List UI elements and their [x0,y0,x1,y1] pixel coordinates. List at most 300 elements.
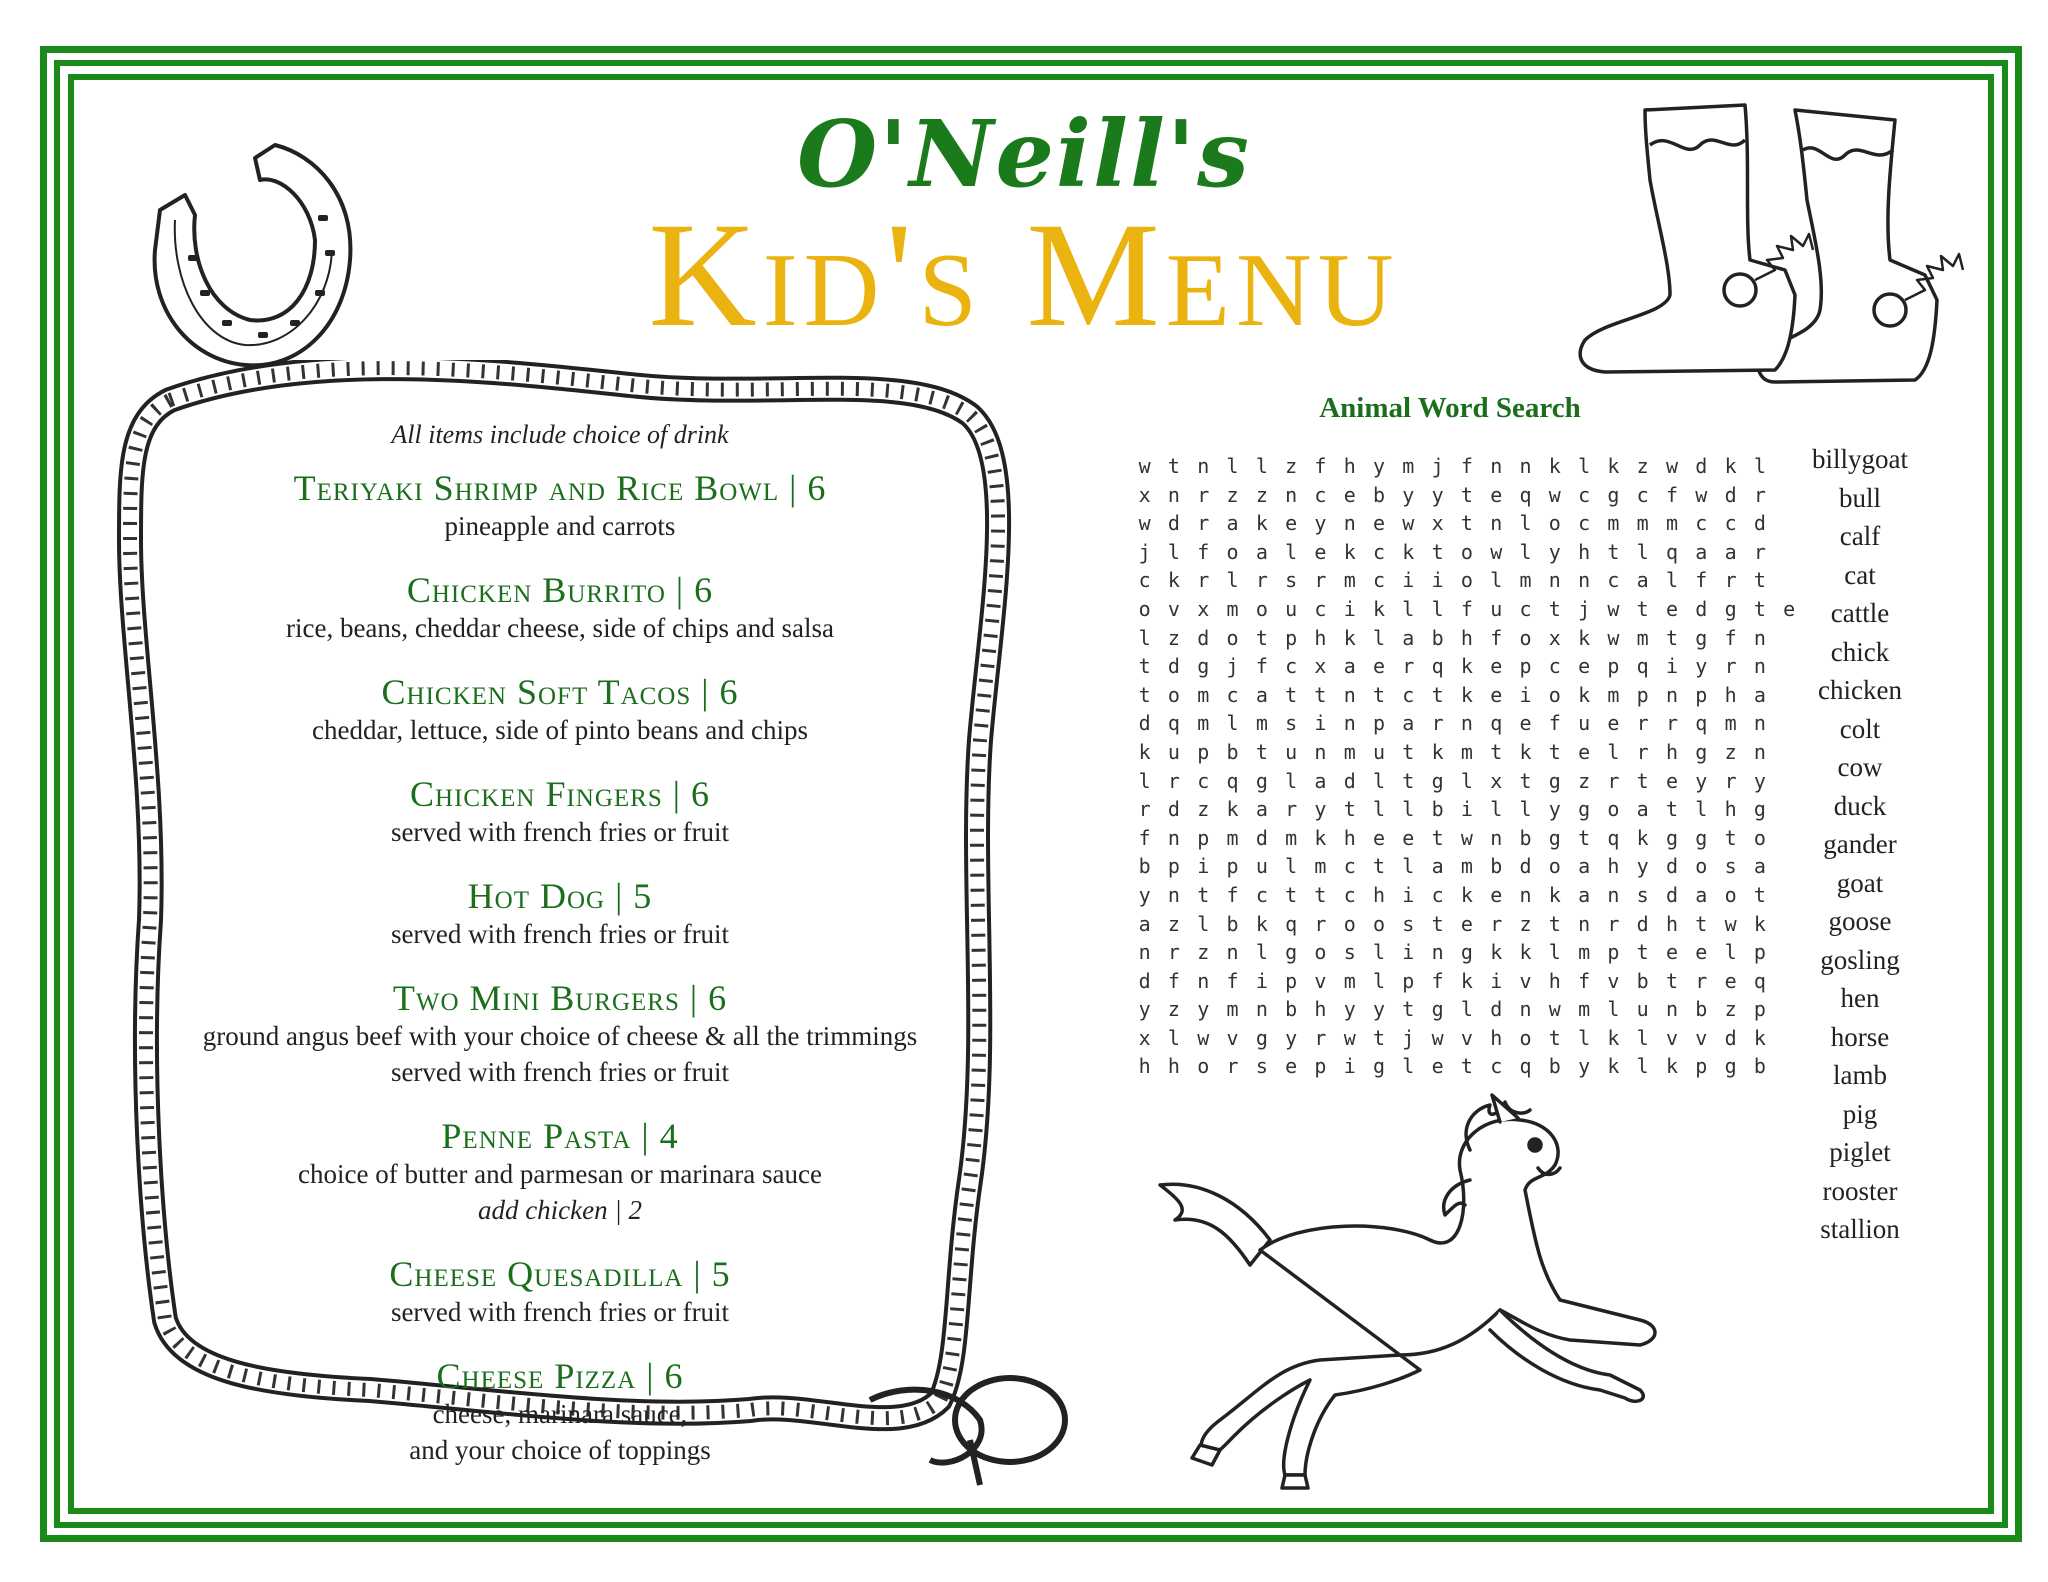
word-search-letter: p [1519,654,1532,679]
word-search-letter: e [1490,882,1503,907]
word-search-letter: o [1519,1025,1532,1050]
word-search-letter: g [1197,654,1210,679]
word-search-letter: t [1431,825,1444,850]
word-search-letter: y [1373,997,1386,1022]
word-search-letter: r [1197,511,1210,536]
word-search-letter: e [1578,739,1591,764]
word-search-letter: p [1607,654,1620,679]
word-search-letter: b [1431,797,1444,822]
word-search-letter: c [1285,654,1298,679]
word-search-letter: n [1197,968,1210,993]
word-search-letter: d [1724,482,1737,507]
word-search-letter: l [1636,539,1649,564]
word-search-letter: d [1138,711,1151,736]
word-search-letter: g [1724,596,1737,621]
word-search-letter: q [1226,768,1239,793]
word-search-letter: b [1519,825,1532,850]
word-search-letter: b [1636,968,1649,993]
word-search-letter: n [1753,625,1766,650]
word-search-letter: r [1665,711,1679,736]
word-search-letter: h [1548,968,1561,993]
word-search-letter: t [1490,739,1503,764]
word-search-letter: k [1460,968,1473,993]
word-search-letter: l [1636,1054,1649,1079]
word-search-letter: r [1724,654,1737,679]
word-search-letter: a [1578,882,1591,907]
word-search-letter: o [1343,911,1356,936]
word-search-letter: e [1373,511,1386,536]
word-search-letter: d [1490,997,1503,1022]
word-search-letter: f [1314,454,1327,478]
word-search-letter: k [1519,739,1532,764]
word-search-letter: w [1197,1025,1210,1050]
word-search-letter: f [1460,454,1473,478]
word-search-letter: o [1373,911,1386,936]
word-search-letter: k [1460,882,1473,907]
word-search-letter: e [1460,911,1473,936]
word-search-letter: k [1343,625,1356,650]
word-search-letter: w [1548,482,1561,507]
word-search-letter: g [1695,625,1708,650]
word-search-letter: t [1665,625,1679,650]
word-search-letter: y [1197,997,1210,1022]
word-search-letter: w [1343,1025,1356,1050]
word-search-word: hen [1840,983,1880,1013]
word-search-letter: p [1695,1054,1708,1079]
item-name: Chicken Burrito | 6 [406,570,714,610]
word-search-letter: k [1460,654,1473,679]
word-search-letter: t [1636,596,1649,621]
word-search-letter: j [1431,454,1444,478]
word-search-letter: b [1753,1054,1766,1079]
word-search-letter: n [1490,511,1503,536]
word-search-letter: c [1343,882,1356,907]
word-search-row [1130,767,1804,796]
word-search-letter: l [1636,1025,1649,1050]
word-search-letter: a [1138,911,1151,936]
word-search-letter: z [1197,797,1210,822]
word-search-letter: y [1314,797,1327,822]
word-search-letter: z [1519,911,1532,936]
word-search-row [1130,852,1804,881]
word-search-letter: t [1460,511,1473,536]
word-search-letter: c [1138,568,1151,593]
word-search-letter: k [1373,596,1386,621]
word-search-letter: e [1343,482,1356,507]
word-search-letter: b [1490,854,1503,879]
word-search-letter: o [1197,1054,1210,1079]
word-search-letter: e [1373,654,1386,679]
word-search-letter: t [1285,682,1298,707]
word-search-letter: n [1548,568,1561,593]
item-description: and your choice of toppings [409,1435,711,1465]
word-search-letter: k [1607,454,1620,478]
word-search-letter: g [1665,825,1679,850]
word-search-letter: p [1197,739,1210,764]
word-search-letter: w [1402,511,1415,536]
word-search-letter: t [1167,454,1180,478]
word-search-letter: r [1607,911,1620,936]
word-search-letter: c [1314,596,1327,621]
word-search-letter: m [1665,511,1679,536]
word-search-letter: w [1724,911,1737,936]
word-search-letter: p [1607,940,1620,965]
word-search-letter: t [1753,596,1766,621]
word-search-letter: l [1607,739,1620,764]
word-search-letter: k [1460,682,1473,707]
word-search-letter: y [1695,654,1708,679]
word-search-letter: n [1519,997,1532,1022]
word-search-letter: c [1373,539,1386,564]
word-search-letter: m [1636,625,1649,650]
word-search-letter: l [1402,854,1415,879]
word-search-letter: n [1255,997,1268,1022]
word-search-letter: a [1255,797,1268,822]
word-search-letter: d [1138,968,1151,993]
word-search-letter: e [1490,482,1503,507]
word-search-letter: l [1197,911,1210,936]
word-search-letter: d [1695,596,1708,621]
word-search-letter: g [1548,768,1561,793]
word-search-letter: l [1724,940,1737,965]
word-search-letter: c [1373,568,1386,593]
word-search-letter: l [1138,768,1151,793]
word-search-letter: n [1167,882,1180,907]
item-name: Chicken Soft Tacos | 6 [381,672,739,712]
word-search-letter: a [1431,854,1444,879]
word-search-letter: w [1548,997,1561,1022]
word-search-letter: k [1255,511,1268,536]
word-search-letter: m [1460,854,1473,879]
word-search-letter: t [1460,1054,1473,1079]
word-search-letter: i [1402,882,1415,907]
word-search-letter: d [1343,768,1356,793]
word-search-letter: c [1607,568,1620,593]
item-name: Teriyaki Shrimp and Rice Bowl | 6 [293,468,827,508]
word-search-letter: i [1431,568,1444,593]
word-search-letter: c [1578,482,1591,507]
word-search-letter: z [1724,739,1737,764]
word-search-letter: o [1167,682,1180,707]
word-search-letter: r [1167,940,1180,965]
word-search-letter: x [1138,1025,1151,1050]
word-search-letter: r [1314,911,1327,936]
word-search-letter: n [1197,454,1210,478]
word-search-letter: w [1607,596,1620,621]
word-search-letter: m [1724,711,1737,736]
word-search-letter: t [1402,739,1415,764]
word-search-letter: h [1314,625,1327,650]
word-search-letter: m [1197,682,1210,707]
word-search-letter: e [1490,682,1503,707]
word-search-letter: e [1724,968,1737,993]
word-search-letter: k [1724,454,1737,478]
word-search-letter: e [1783,596,1796,621]
word-search-word: calf [1839,521,1881,551]
word-search-letter: s [1285,711,1298,736]
word-search-letter: k [1753,911,1766,936]
word-search-letter: e [1665,768,1679,793]
word-search-letter: m [1578,997,1591,1022]
word-search-letter: k [1548,882,1561,907]
word-search-letter: e [1519,711,1532,736]
word-search-letter: x [1314,654,1327,679]
word-search-letter: p [1753,997,1766,1022]
word-search-word: colt [1839,713,1881,744]
word-search-letter: i [1343,1054,1356,1079]
word-search-letter: z [1285,454,1298,478]
word-search-letter: a [1255,682,1268,707]
word-search-letter: h [1167,1054,1180,1079]
word-search-letter: l [1578,454,1591,478]
word-search-letter: n [1578,568,1591,593]
word-search-letter: r [1695,968,1708,993]
word-search-letter: i [1460,797,1473,822]
word-search-row [1130,881,1804,910]
word-search-letter: j [1402,1025,1415,1050]
word-search-letter: p [1197,825,1210,850]
word-search-letter: o [1548,682,1561,707]
word-search-letter: t [1255,625,1268,650]
item-description: cheese, marinara sauce, [432,1399,688,1429]
word-search-letter: q [1519,1054,1532,1079]
word-search-letter: g [1578,797,1591,822]
word-search-letter: t [1695,911,1708,936]
word-search-letter: h [1724,797,1737,822]
item-name: Chicken Fingers | 6 [410,774,710,814]
item-addon: add chicken | 2 [477,1195,643,1225]
word-search-letter: t [1197,882,1210,907]
word-search-letter: m [1285,825,1298,850]
word-search-row [1130,538,1804,567]
word-search-word-list [1800,440,1920,1249]
word-search-letter: v [1226,1025,1239,1050]
word-search-letter: y [1285,1025,1298,1050]
word-search-word: cow [1837,752,1883,782]
word-search-letter: z [1197,940,1210,965]
item-description: pineapple and carrots [444,511,676,541]
word-search-letter: p [1373,711,1386,736]
word-search-letter: k [1402,539,1415,564]
word-search-letter: t [1402,997,1415,1022]
word-search-letter: n [1431,940,1444,965]
word-search-letter: i [1197,854,1210,879]
item-description: served with french fries or fruit [390,1297,730,1327]
word-search-letter: b [1138,854,1151,879]
word-search-letter: q [1519,482,1532,507]
word-search-letter: l [1431,596,1444,621]
word-search-letter: f [1578,968,1591,993]
word-search-letter: n [1578,911,1591,936]
restaurant-name: O'Neill's [797,100,1251,208]
word-search-letter: k [1607,1025,1620,1050]
word-search-letter: t [1431,539,1444,564]
menu-item [160,1356,960,1468]
word-search-letter: w [1665,454,1679,478]
word-search-letter: l [1373,797,1386,822]
word-search-letter: q [1665,539,1679,564]
word-search-letter: k [1578,682,1591,707]
word-search-letter: u [1490,596,1503,621]
word-search-letter: m [1636,511,1649,536]
word-search-letter: p [1753,940,1766,965]
word-search-letter: o [1460,568,1473,593]
word-search-letter: n [1753,711,1766,736]
word-search-letter: d [1197,625,1210,650]
word-search-letter: t [1607,539,1620,564]
word-search-letter: a [1402,711,1415,736]
word-search-letter: w [1490,539,1503,564]
menu-item [160,876,960,952]
word-search-word: gander [1823,829,1897,859]
word-search-letter: s [1724,854,1737,879]
word-search-letter: z [1167,997,1180,1022]
word-search-letter: n [1285,482,1298,507]
word-search-letter: k [1314,825,1327,850]
word-search-letter: r [1167,768,1180,793]
word-search-letter: f [1226,882,1239,907]
word-search-letter: l [1548,940,1561,965]
word-search-letter: h [1724,682,1737,707]
word-search-letter: y [1753,768,1766,793]
word-search-letter: b [1226,911,1239,936]
word-search-letter: f [1255,654,1268,679]
word-search-letter: t [1373,1025,1386,1050]
word-search-letter: u [1167,739,1180,764]
word-search-letter: o [1519,625,1532,650]
word-search-grid [1130,452,1804,1081]
word-search-row [1130,652,1804,681]
word-search-letter: m [1226,596,1239,621]
word-search-word: cat [1844,559,1876,590]
word-search-letter: s [1255,1054,1268,1079]
word-search-letter: m [1226,825,1239,850]
word-search-letter: w [1431,1025,1444,1050]
word-search-letter: l [1373,940,1386,965]
word-search-letter: e [1665,940,1679,965]
word-search-letter: o [1607,797,1620,822]
word-search-letter: n [1167,482,1180,507]
word-search-letter: h [1373,882,1386,907]
word-search-letter: t [1373,682,1386,707]
word-search-letter: o [1460,539,1473,564]
word-search-letter: o [1138,596,1151,621]
word-search-letter: r [1402,654,1415,679]
word-search-word: rooster [1822,1175,1898,1206]
word-search-letter: q [1753,968,1766,993]
word-search-letter: m [1343,968,1356,993]
word-search-letter: p [1314,1054,1327,1079]
word-search-letter: a [1226,511,1239,536]
item-description: ground angus beef with your choice of cheese & all the trimmings [202,1021,918,1051]
word-search-letter: t [1460,482,1473,507]
word-search-letter: b [1373,482,1386,507]
word-search-letter: r [1255,568,1268,593]
word-search-letter: m [1343,568,1356,593]
word-search-letter: l [1285,539,1298,564]
word-search-letter: u [1285,596,1298,621]
word-search-row [1130,709,1804,738]
word-search-letter: e [1490,654,1503,679]
word-search-letter: e [1431,1054,1444,1079]
word-search-letter: t [1402,768,1415,793]
word-search-row [1130,824,1804,853]
word-search-letter: v [1519,968,1532,993]
word-search-letter: o [1314,940,1327,965]
word-search-letter: a [1578,854,1591,879]
word-search-row [1130,738,1804,767]
word-search-letter: j [1226,654,1239,679]
word-search-letter: n [1343,711,1356,736]
word-search-letter: s [1285,568,1298,593]
word-search-row [1130,938,1804,967]
word-search-letter: r [1490,911,1503,936]
word-search-letter: q [1607,825,1620,850]
word-search-letter: h [1665,739,1679,764]
word-search-letter: r [1138,797,1151,822]
word-search-letter: o [1695,854,1708,879]
word-search-letter: m [1343,739,1356,764]
word-search-letter: k [1665,1054,1679,1079]
word-search-word: billygoat [1812,444,1908,474]
word-search-letter: t [1636,940,1649,965]
word-search-letter: t [1548,596,1561,621]
word-search-letter: d [1636,911,1649,936]
word-search-letter: f [1548,711,1561,736]
word-search-letter: l [1490,797,1503,822]
word-search-letter: g [1285,940,1298,965]
word-search-letter: z [1724,997,1737,1022]
word-search-letter: x [1548,625,1561,650]
word-search-letter: n [1753,654,1766,679]
word-search-word: duck [1833,790,1887,821]
word-search-word: stallion [1820,1214,1900,1244]
word-search-letter: g [1695,825,1708,850]
word-search-letter: v [1167,596,1180,621]
word-search-word: bull [1838,482,1881,513]
word-search-letter: t [1343,797,1356,822]
drink-note: All items include choice of drink [391,420,729,449]
word-search-letter: s [1636,882,1649,907]
word-search-letter: t [1665,797,1679,822]
page-title: Kid's Menu [648,192,1400,358]
word-search-letter: t [1724,825,1737,850]
item-description: cheddar, lettuce, side of pinto beans and chips [311,715,808,745]
word-search-letter: b [1285,997,1298,1022]
word-search-letter: g [1431,768,1444,793]
word-search-letter: m [1607,511,1620,536]
word-search-letter: r [1753,482,1766,507]
word-search-word: lamb [1833,1060,1887,1090]
word-search-letter: r [1753,539,1766,564]
word-search-letter: k [1753,1025,1766,1050]
word-search-letter: f [1138,825,1151,850]
word-search-letter: i [1402,940,1415,965]
word-search-letter: r [1285,797,1298,822]
word-search-letter: l [1255,940,1268,965]
word-search-letter: i [1490,968,1503,993]
word-search-letter: r [1724,568,1737,593]
word-search-letter: v [1665,1025,1679,1050]
word-search-letter: c [1197,768,1210,793]
word-search-letter: t [1138,654,1151,679]
word-search-letter: n [1138,940,1151,965]
word-search-letter: l [1490,568,1503,593]
word-search-letter: i [1314,711,1327,736]
word-search-letter: g [1548,825,1561,850]
word-search-letter: e [1285,1054,1298,1079]
item-name: Two Mini Burgers | 6 [392,978,728,1018]
